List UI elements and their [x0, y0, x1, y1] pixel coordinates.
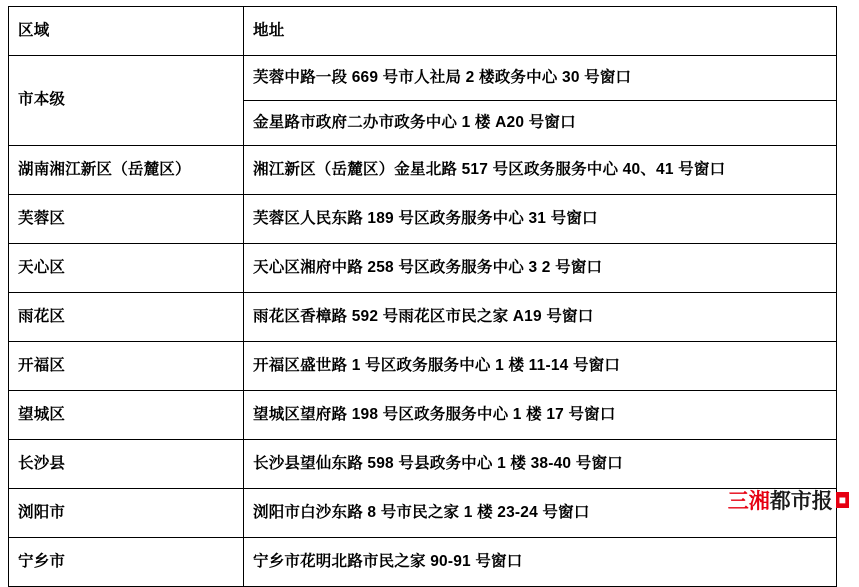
address-cell: 望城区望府路 198 号区政务服务中心 1 楼 17 号窗口 — [244, 391, 837, 440]
table-row — [9, 538, 837, 587]
table-row — [9, 56, 837, 101]
region-cell: 湖南湘江新区（岳麓区） — [9, 146, 244, 195]
table-row — [9, 391, 837, 440]
publisher-watermark — [728, 487, 849, 513]
table-row — [9, 244, 837, 293]
watermark-badge-icon: ■ — [836, 492, 849, 508]
table-row — [9, 489, 837, 538]
address-cell: 雨花区香樟路 592 号雨花区市民之家 A19 号窗口 — [244, 293, 837, 342]
region-cell: 开福区 — [9, 342, 244, 391]
table-row — [9, 146, 837, 195]
region-cell: 宁乡市 — [9, 538, 244, 587]
address-table-container — [8, 6, 836, 587]
region-cell: 雨花区 — [9, 293, 244, 342]
column-header-address: 地址 — [244, 7, 837, 56]
address-cell: 金星路市政府二办市政务中心 1 楼 A20 号窗口 — [244, 101, 837, 146]
address-cell: 天心区湘府中路 258 号区政务服务中心 3 2 号窗口 — [244, 244, 837, 293]
table-row — [9, 440, 837, 489]
table-header-row — [9, 7, 837, 56]
region-cell: 芙蓉区 — [9, 195, 244, 244]
column-header-region: 区域 — [9, 7, 244, 56]
region-cell: 天心区 — [9, 244, 244, 293]
address-cell: 长沙县望仙东路 598 号县政务中心 1 楼 38-40 号窗口 — [244, 440, 837, 489]
table-row — [9, 342, 837, 391]
watermark-black-text: 都市报 — [769, 490, 833, 513]
watermark-red-text: 三湘 — [727, 490, 770, 513]
region-cell: 望城区 — [9, 391, 244, 440]
table-row — [9, 293, 837, 342]
table-row — [9, 195, 837, 244]
address-cell: 湘江新区（岳麓区）金星北路 517 号区政务服务中心 40、41 号窗口 — [244, 146, 837, 195]
address-cell: 浏阳市白沙东路 8 号市民之家 1 楼 23-24 号窗口 — [244, 489, 837, 538]
address-cell: 宁乡市花明北路市民之家 90-91 号窗口 — [244, 538, 837, 587]
region-cell: 长沙县 — [9, 440, 244, 489]
address-cell: 芙蓉区人民东路 189 号区政务服务中心 31 号窗口 — [244, 195, 837, 244]
address-cell: 芙蓉中路一段 669 号市人社局 2 楼政务中心 30 号窗口 — [244, 56, 837, 101]
region-cell: 浏阳市 — [9, 489, 244, 538]
region-cell: 市本级 — [9, 56, 244, 146]
service-window-address-table — [8, 6, 837, 587]
address-cell: 开福区盛世路 1 号区政务服务中心 1 楼 11-14 号窗口 — [244, 342, 837, 391]
